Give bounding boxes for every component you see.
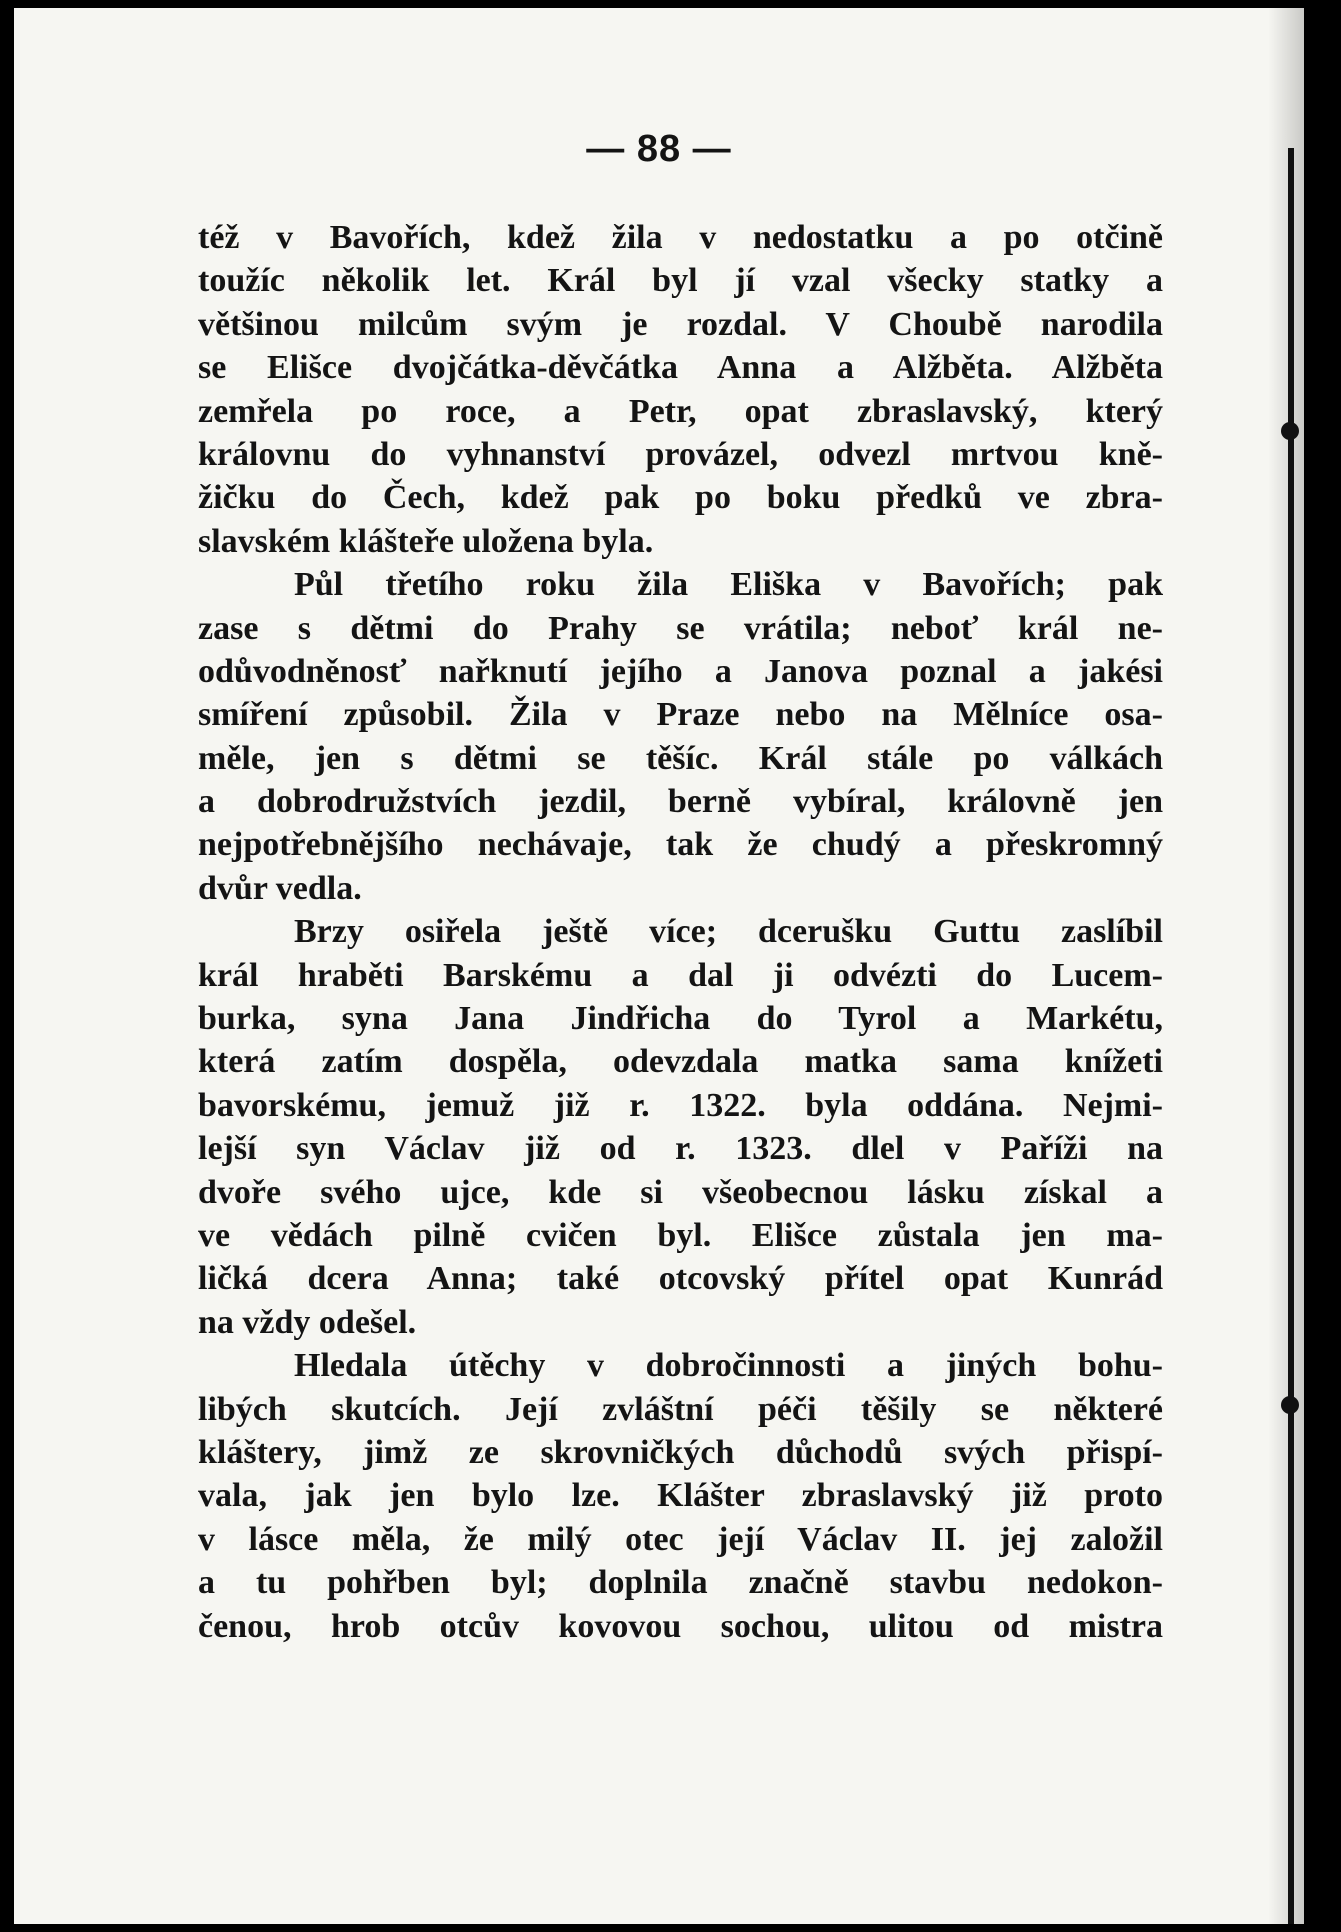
text-line: libých skutcích. Její zvláštní péči těšily se některé	[198, 1390, 1163, 1428]
text-line: bavorskému, jemuž již r. 1322. byla oddána. Nejmi-	[198, 1086, 1163, 1124]
text-line: měle, jen s dětmi se těšíc. Král stále po válkách	[198, 739, 1163, 777]
text-line: Brzy osiřela ještě více; dcerušku Guttu zaslíbil	[294, 913, 1163, 951]
text-line: ve vědách pilně cvičen byl. Elišce zůstala jen ma-	[198, 1216, 1163, 1254]
page-edge-shadow	[1268, 8, 1304, 1924]
text-line: většinou milcům svým je rozdal. V Choubě narodila	[198, 305, 1163, 343]
text-line: zase s dětmi do Prahy se vrátila; neboť král ne-	[198, 609, 1163, 647]
page-number: — 88 —	[586, 128, 732, 170]
text-line: se Elišce dvojčátka-děvčátka Anna a Alžběta. Alžběta	[198, 349, 1163, 387]
text-line: královnu do vyhnanství provázel, odvezl mrtvou kně-	[198, 435, 1163, 473]
text-line: žičku do Čech, kdež pak po boku předků ve zbra-	[198, 479, 1163, 517]
text-line: dvoře svého ujce, kde si všeobecnou lásku získal a	[198, 1173, 1163, 1211]
text-line: vala, jak jen bylo lze. Klášter zbraslavský již proto	[198, 1477, 1163, 1515]
text-line: kláštery, jimž ze skrovničkých důchodů svých přispí-	[198, 1433, 1163, 1471]
text-line: Hledala útěchy v dobročinnosti a jiných bohu-	[294, 1347, 1163, 1385]
text-line: též v Bavořích, kdež žila v nedostatku a po otčině	[198, 219, 1163, 256]
text-line: Půl třetího roku žila Eliška v Bavořích; pak	[294, 566, 1163, 604]
text-line: odůvodněnosť nařknutí jejího a Janova poznal a jakési	[198, 652, 1163, 690]
text-line: burka, syna Jana Jindřicha do Tyrol a Markétu,	[198, 1000, 1163, 1038]
binding-mark	[1281, 1396, 1299, 1414]
text-line: dvůr vedla.	[198, 869, 362, 907]
text-line: král hraběti Barskému a dal ji odvézti do Lucem-	[198, 956, 1163, 994]
text-line: slavském klášteře uložena byla.	[198, 522, 654, 560]
binding-edge-line	[1288, 148, 1294, 1924]
book-page	[14, 8, 1304, 1924]
body-text	[198, 216, 1163, 1648]
text-line: nejpotřebnějšího nechávaje, tak že chudý a přeskromný	[198, 826, 1163, 864]
binding-mark	[1281, 422, 1299, 440]
text-line: a dobrodružstvích jezdil, berně vybíral, královně jen	[198, 783, 1163, 821]
text-line: čenou, hrob otcův kovovou sochou, ulitou od mistra	[198, 1607, 1163, 1645]
text-line: a tu pohřben byl; doplnila značně stavbu nedokon-	[198, 1564, 1163, 1602]
text-line: smíření způsobil. Žila v Praze nebo na Mělníce osa-	[198, 696, 1163, 734]
text-line: lejší syn Václav již od r. 1323. dlel v Paříži na	[198, 1130, 1163, 1168]
text-line: která zatím dospěla, odevzdala matka sama knížeti	[198, 1043, 1163, 1081]
text-line: toužíc několik let. Král byl jí vzal všecky statky a	[198, 262, 1163, 300]
text-line: zemřela po roce, a Petr, opat zbraslavský, který	[198, 392, 1163, 430]
text-line: v lásce měla, že milý otec její Václav II. jej založil	[198, 1520, 1163, 1558]
text-line: na vždy odešel.	[198, 1303, 417, 1341]
text-line: ličká dcera Anna; také otcovský přítel opat Kunrád	[198, 1260, 1163, 1298]
